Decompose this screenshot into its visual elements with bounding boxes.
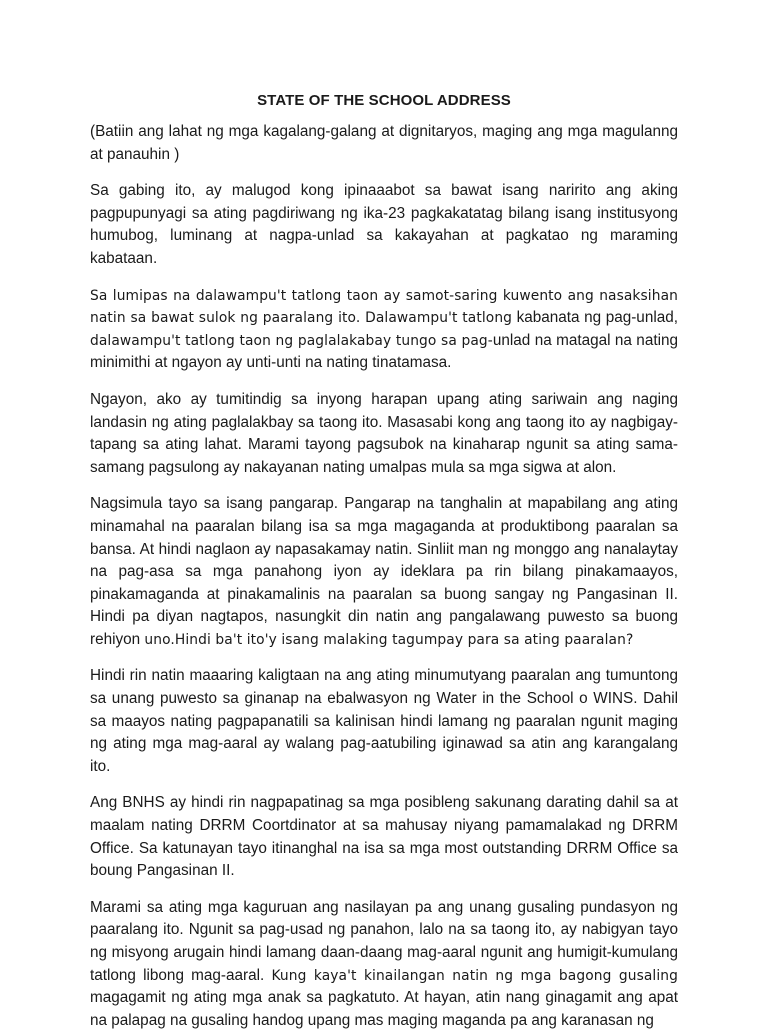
text-segment: magagamit ng ating mga anak sa pagkatuto. At hayan, atin nang ginagamit ang apat na palapag na gusaling handog upang mas maging maganda pa ang karanasan ng bbox=[90, 989, 678, 1029]
text-segment: Kung kaya't kinailangan natin ng mga bagong gusaling bbox=[271, 967, 678, 984]
paragraph-twenty-three-years bbox=[90, 285, 678, 375]
paragraph-welcome: Sa gabing ito, ay malugod kong ipinaaabot sa bawat isang naririto ang aking pagpupunyagi sa ating pagdiriwang ng ika-23 pagkakatatag bilang isang institusyong humubog, luminang at nagpa-unlad sa kakayahan at pagkatao ng maraming kabataan. bbox=[90, 182, 678, 267]
paragraph-wins: Hindi rin natin maaaring kaligtaan na ang ating minumutyang paaralan ang tumuntong sa unang puwesto sa ginanap na ebalwasyon ng Water in the School o WINS. Dahil sa maayos nating pagpapanatili sa kalinisan hindi lamang ng paaralan ngunit maging ng ating mga mag-aaral ay walang pag-aatubiling iginawad sa atin ang karangalang ito. bbox=[90, 667, 678, 775]
text-segment: Marami sa ating mga kaguruan ang nasilayan pa ang unang gusaling pundasyon ng paaralang ito. Ngunit sa pag-usad ng panahon, lalo na sa taong ito, ay nabigyan tayo ng misyong arugain hindi lamang daan-daang mag-aaral ngunit ang humigit-kumulang tatlong libong mag-aaral. bbox=[90, 898, 678, 984]
text-segment: uno.Hindi ba't ito'y isang malaking tagumpay para sa ating paaralan? bbox=[144, 631, 634, 648]
text-segment: unlad na matagal na nating minimithi at ngayon ay unti-unti na nating tinatamasa. bbox=[90, 331, 678, 372]
text-segment: Nagsimula tayo sa isang pangarap. Pangarap na tanghalin at mapabilang ang ating minamahal na paaralan bilang isa sa mga magaganda at produktibong paaralan sa bansa. At hindi naglaon ay napasakamay natin. Sinliit man ng monggo ang nanalaytay na pag-asa sa mga panahong iyon ay ideklara pa rin bilang pinakamaayos, pinakamaganda at pinakamalinis na paaralan sa buong sangay ng Pangasinan II. Hindi pa diyan nagtapos, nasungkit din natin ang pangalawang puwesto sa buong rehiyon bbox=[90, 495, 678, 648]
text-segment: kabanata ng pag-unlad, bbox=[512, 309, 678, 327]
paragraph-buildings bbox=[90, 897, 678, 1032]
text-segment: dalawampu't tatlong taon ng paglalakabay tungo sa pag- bbox=[90, 332, 493, 349]
document-title: STATE OF THE SCHOOL ADDRESS bbox=[257, 92, 511, 109]
paragraph-drrm: Ang BNHS ay hindi rin nagpapatinag sa mga posibleng sakunang darating dahil sa at maalam nating DRRM Coortdinator at sa mahusay niyang pamamalakad ng DRRM Office. Sa katunayan tayo itinanghal na isa sa mga most outstanding DRRM Office sa boung Pangasinan II. bbox=[90, 794, 678, 880]
paragraph-greeting: (Batiin ang lahat ng mga kagalang-galang at dignitaryos, maging ang mga magulanng at panauhin ) bbox=[90, 123, 678, 163]
paragraph-journey: Ngayon, ako ay tumitindig sa inyong harapan upang ating sariwain ang naging landasin ng ating paglalakbay sa taong ito. Masasabi kong ang taong ito ay nagbigay-tapang sa ating lahat. Marami tayong pagsubok na kinaharap ngunit sa ating sama-samang pagsulong ay nakayanan nating umalpas mula sa mga sigwa at alon. bbox=[90, 390, 678, 476]
paragraph-dream bbox=[90, 493, 678, 651]
text-segment: Sa lumipas na dalawampu't tatlong taon ay samot-saring kuwento ang nasaksihan natin sa bawat sulok ng paaralang ito. Dalawampu't tatlong bbox=[90, 287, 678, 327]
